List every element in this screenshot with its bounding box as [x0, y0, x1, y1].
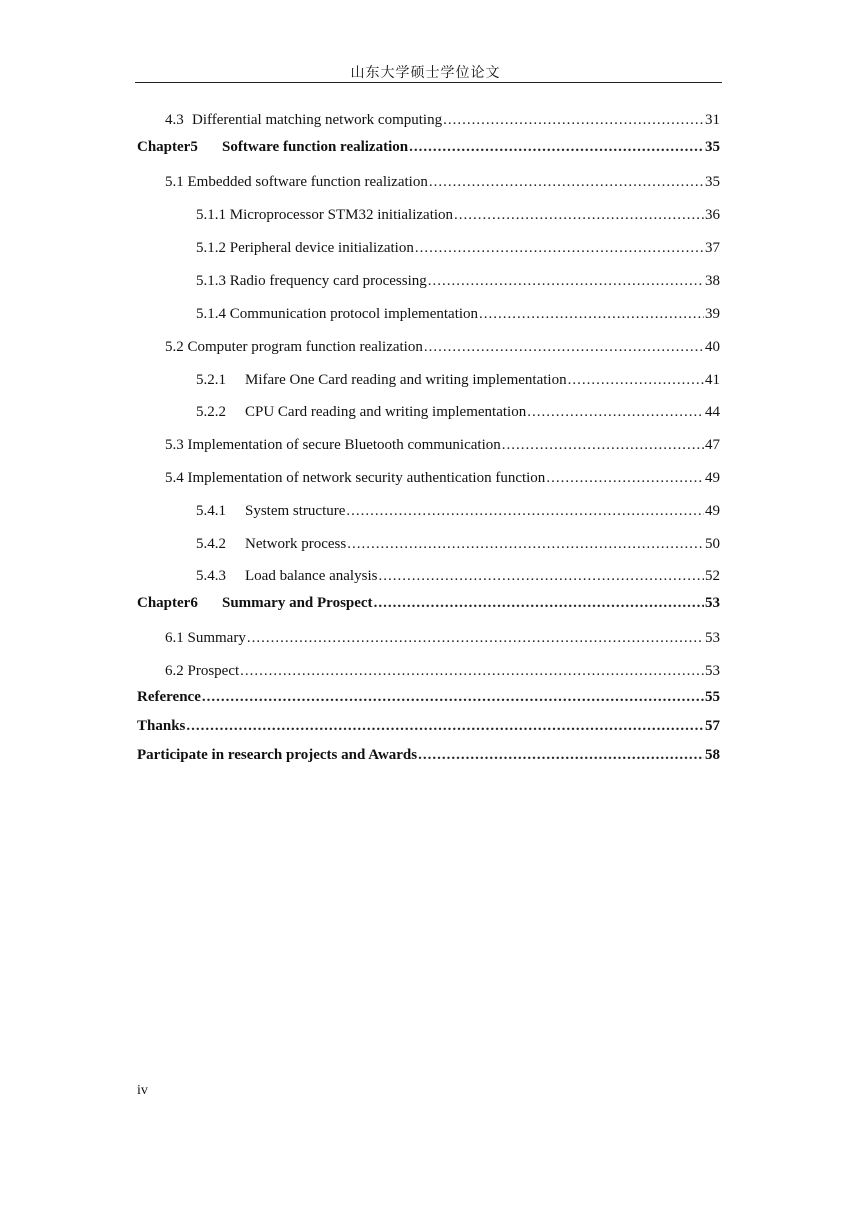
toc-entry-title: 5.4 Implementation of network security authentication function	[165, 470, 546, 486]
toc-entry-number: 5.4.2	[196, 536, 226, 552]
toc-entry-page: 35	[705, 139, 720, 155]
toc-entry-page: 58	[705, 747, 720, 763]
toc-entry[interactable]	[165, 469, 720, 487]
toc-entry-page: 49	[705, 470, 720, 486]
toc-dot-leader	[418, 746, 704, 764]
toc-entry-title: Load balance analysis	[245, 568, 378, 584]
toc-entry-title: 5.3 Implementation of secure Bluetooth communication	[165, 437, 501, 453]
toc-entry-page: 38	[705, 273, 720, 289]
toc-entry[interactable]	[196, 239, 720, 257]
toc-entry-title: Differential matching network computing	[192, 112, 443, 128]
toc-entry[interactable]	[196, 535, 720, 553]
toc-entry[interactable]	[165, 436, 720, 454]
toc-entry-page: 53	[705, 595, 720, 611]
toc-dot-leader	[202, 688, 704, 706]
toc-entry[interactable]	[165, 662, 720, 680]
toc-entry[interactable]	[196, 403, 720, 421]
header-rule	[135, 82, 722, 83]
toc-entry-number: Chapter6	[137, 595, 198, 611]
toc-entry[interactable]	[196, 305, 720, 323]
page-number: iv	[137, 1083, 148, 1098]
toc-dot-leader	[347, 535, 704, 553]
toc-entry-page: 53	[705, 630, 720, 646]
toc-dot-leader	[502, 436, 704, 454]
toc-entry-title: Network process	[245, 536, 347, 552]
toc-entry-page: 49	[705, 503, 720, 519]
toc-dot-leader	[479, 305, 704, 323]
toc-entry-title: 6.2 Prospect	[165, 663, 240, 679]
toc-entry[interactable]	[196, 567, 720, 585]
toc-entry-title: Software function realization	[222, 139, 409, 155]
toc-entry-title: 5.1.1 Microprocessor STM32 initialization	[196, 207, 454, 223]
toc-dot-leader	[415, 239, 704, 257]
toc-dot-leader	[527, 403, 704, 421]
toc-entry[interactable]	[137, 717, 720, 735]
toc-entry-page: 55	[705, 689, 720, 705]
toc-entry-number: 4.3	[165, 112, 184, 128]
toc-dot-leader	[240, 662, 704, 680]
toc-entry-title: Participate in research projects and Awards	[137, 747, 418, 763]
toc-dot-leader	[429, 173, 704, 191]
toc-entry-number: 5.4.3	[196, 568, 226, 584]
toc-entry-page: 40	[705, 339, 720, 355]
toc-entry-title: Reference	[137, 689, 201, 705]
toc-entry-number: 5.4.1	[196, 503, 226, 519]
toc-entry[interactable]	[165, 111, 720, 129]
toc-entry-number: 5.2.2	[196, 404, 226, 420]
toc-dot-leader	[424, 338, 704, 356]
toc-dot-leader	[428, 272, 704, 290]
toc-entry[interactable]	[137, 138, 720, 156]
toc-entry-page: 47	[705, 437, 720, 453]
toc-entry-page: 52	[705, 568, 720, 584]
toc-entry[interactable]	[196, 206, 720, 224]
toc-dot-leader	[454, 206, 704, 224]
toc-entry[interactable]	[196, 371, 720, 389]
toc-entry-page: 35	[705, 174, 720, 190]
toc-entry[interactable]	[137, 594, 720, 612]
toc-dot-leader	[374, 594, 704, 612]
toc-entry-title: 5.2 Computer program function realization	[165, 339, 423, 355]
toc-entry[interactable]	[137, 746, 720, 764]
running-header: 山东大学硕士学位论文	[350, 66, 501, 81]
toc-entry[interactable]	[196, 502, 720, 520]
toc-entry-title: 5.1.3 Radio frequency card processing	[196, 273, 427, 289]
toc-entry-page: 57	[705, 718, 720, 734]
toc-dot-leader	[443, 111, 704, 129]
toc-entry-title: 5.1 Embedded software function realization	[165, 174, 428, 190]
toc-dot-leader	[378, 567, 704, 585]
toc-entry-title: Thanks	[137, 718, 186, 734]
toc-entry-page: 44	[705, 404, 720, 420]
toc-entry[interactable]	[137, 688, 720, 706]
toc-entry-page: 41	[705, 372, 720, 388]
toc-dot-leader	[409, 138, 704, 156]
toc-entry-title: Summary and Prospect	[222, 595, 373, 611]
toc-dot-leader	[247, 629, 704, 647]
toc-entry-title: 5.1.2 Peripheral device initialization	[196, 240, 414, 256]
toc-entry[interactable]	[165, 173, 720, 191]
toc-entry[interactable]	[165, 629, 720, 647]
toc-entry[interactable]	[196, 272, 720, 290]
toc-entry-page: 36	[705, 207, 720, 223]
toc-dot-leader	[546, 469, 704, 487]
toc-entry-title: 6.1 Summary	[165, 630, 246, 646]
toc-entry-number: 5.2.1	[196, 372, 226, 388]
toc-entry-page: 53	[705, 663, 720, 679]
toc-dot-leader	[186, 717, 704, 735]
toc-dot-leader	[568, 371, 704, 389]
toc-entry-title: 5.1.4 Communication protocol implementation	[196, 306, 479, 322]
toc-entry-page: 39	[705, 306, 720, 322]
toc-entry-page: 37	[705, 240, 720, 256]
toc-entry-page: 50	[705, 536, 720, 552]
toc-entry-title: CPU Card reading and writing implementation	[245, 404, 527, 420]
toc-entry-page: 31	[705, 112, 720, 128]
toc-entry[interactable]	[165, 338, 720, 356]
toc-entry-title: System structure	[245, 503, 346, 519]
toc-entry-number: Chapter5	[137, 139, 198, 155]
toc-dot-leader	[346, 502, 704, 520]
toc-entry-title: Mifare One Card reading and writing implementation	[245, 372, 567, 388]
